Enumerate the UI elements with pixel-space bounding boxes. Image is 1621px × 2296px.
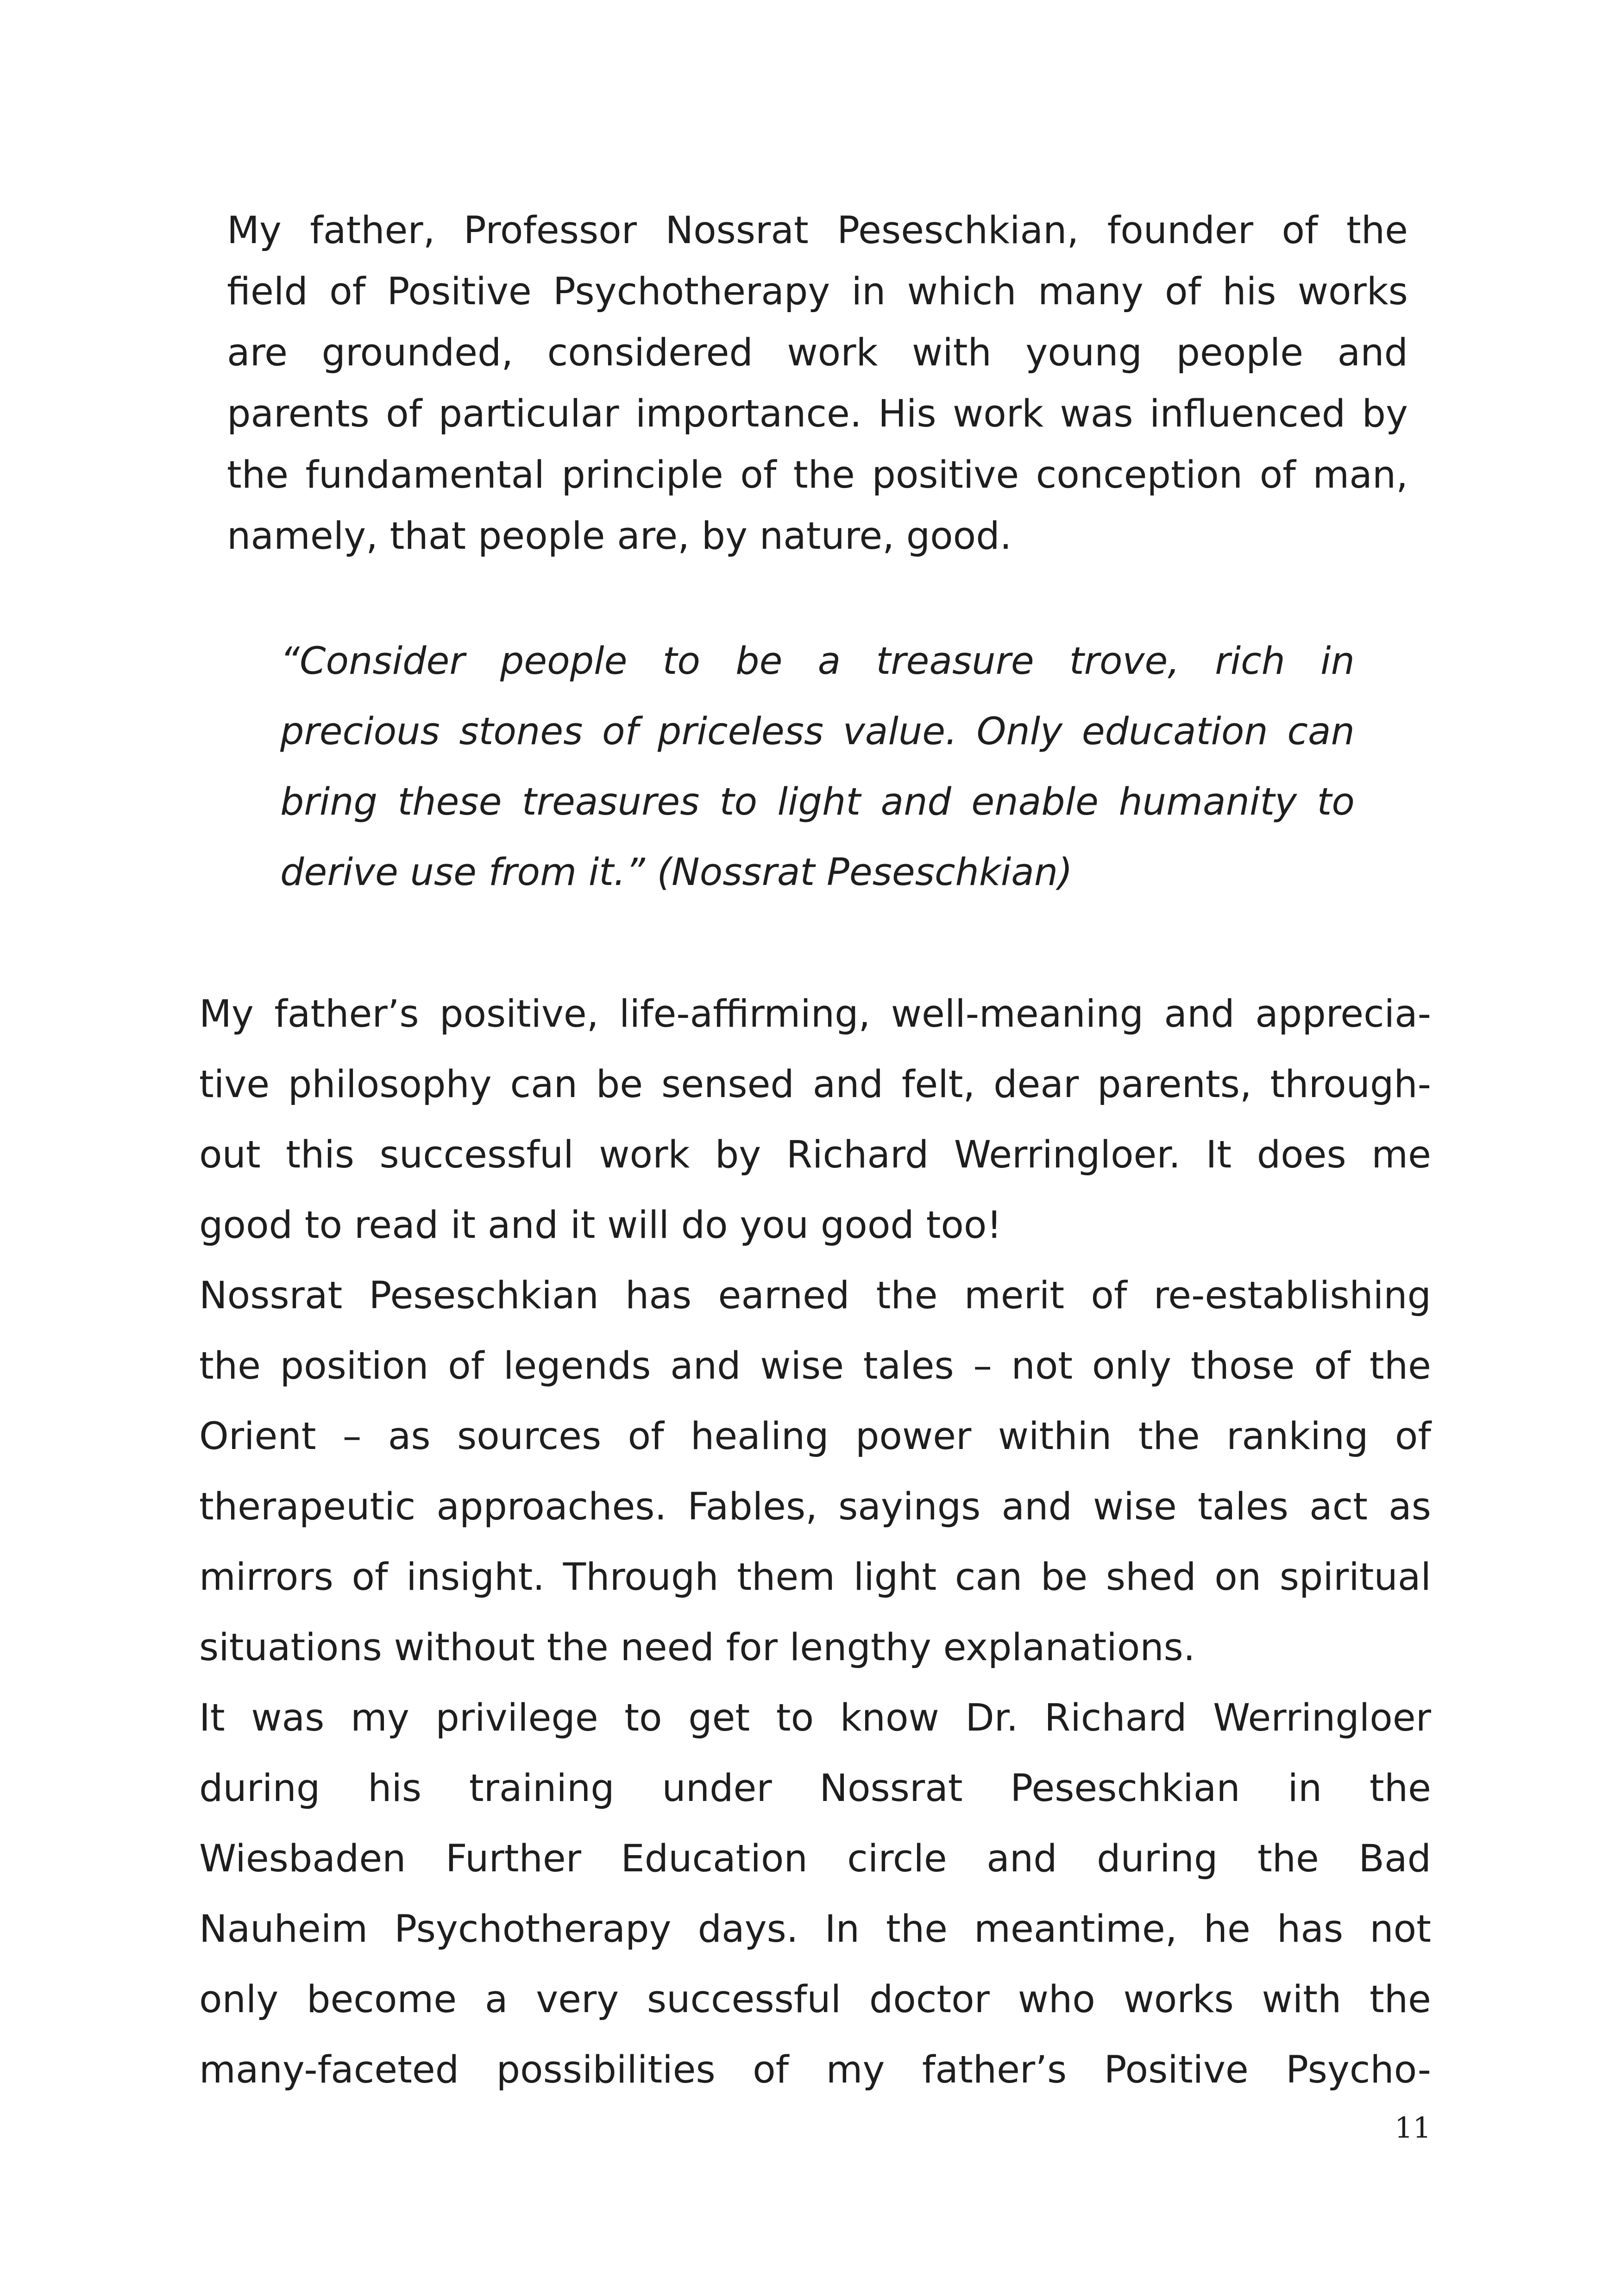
text-line: parents of particular importance. His work was influenced by (227, 392, 1408, 436)
text-line: the position of legends and wise tales – not only those of the (199, 1344, 1431, 1388)
text-line: during his training under Nossrat Peseschkian in the (199, 1767, 1431, 1810)
quote-line: precious stones of priceless value. Only education can (280, 710, 1355, 753)
text-line: My father’s positive, life-affirming, well-meaning and apprecia- (199, 992, 1431, 1036)
text-line: only become a very successful doctor who works with the (199, 1978, 1431, 2021)
text-line: mirrors of insight. Through them light can be shed on spiritual (199, 1556, 1431, 1599)
text-line: situations without the need for lengthy explanations. (199, 1626, 1195, 1669)
text-line: namely, that people are, by nature, good. (227, 514, 1012, 558)
text-line: are grounded, considered work with young people and (227, 331, 1408, 375)
text-line: out this successful work by Richard Werringloer. It does me (199, 1133, 1431, 1177)
quote-line: bring these treasures to light and enable humanity to (280, 780, 1355, 824)
text-line: good to read it and it will do you good too! (199, 1204, 1002, 1247)
text-line: Orient – as sources of healing power within the ranking of (199, 1415, 1431, 1458)
page-number: 11 (1395, 2111, 1431, 2145)
text-line: Nossrat Peseschkian has earned the merit of re-establishing (199, 1274, 1431, 1317)
text-line: tive philosophy can be sensed and felt, dear parents, through- (199, 1063, 1431, 1106)
text-line: Wiesbaden Further Education circle and during the Bad (199, 1837, 1431, 1881)
quote-line: derive use from it.” (Nossrat Peseschkian) (280, 851, 1073, 894)
text-line: many-faceted possibilities of my father’s Positive Psycho- (199, 2048, 1431, 2092)
quote-line: “Consider people to be a treasure trove, rich in (280, 640, 1355, 683)
text-line: It was my privilege to get to know Dr. Richard Werringloer (199, 1696, 1431, 1740)
text-line: therapeutic approaches. Fables, sayings and wise tales act as (199, 1485, 1431, 1529)
text-line: field of Positive Psychotherapy in which many of his works (227, 270, 1408, 314)
text-line: Nauheim Psychotherapy days. In the meantime, he has not (199, 1907, 1431, 1951)
text-line: My father, Professor Nossrat Peseschkian, founder of the (227, 209, 1408, 252)
text-line: the fundamental principle of the positive conception of man, (227, 453, 1408, 497)
